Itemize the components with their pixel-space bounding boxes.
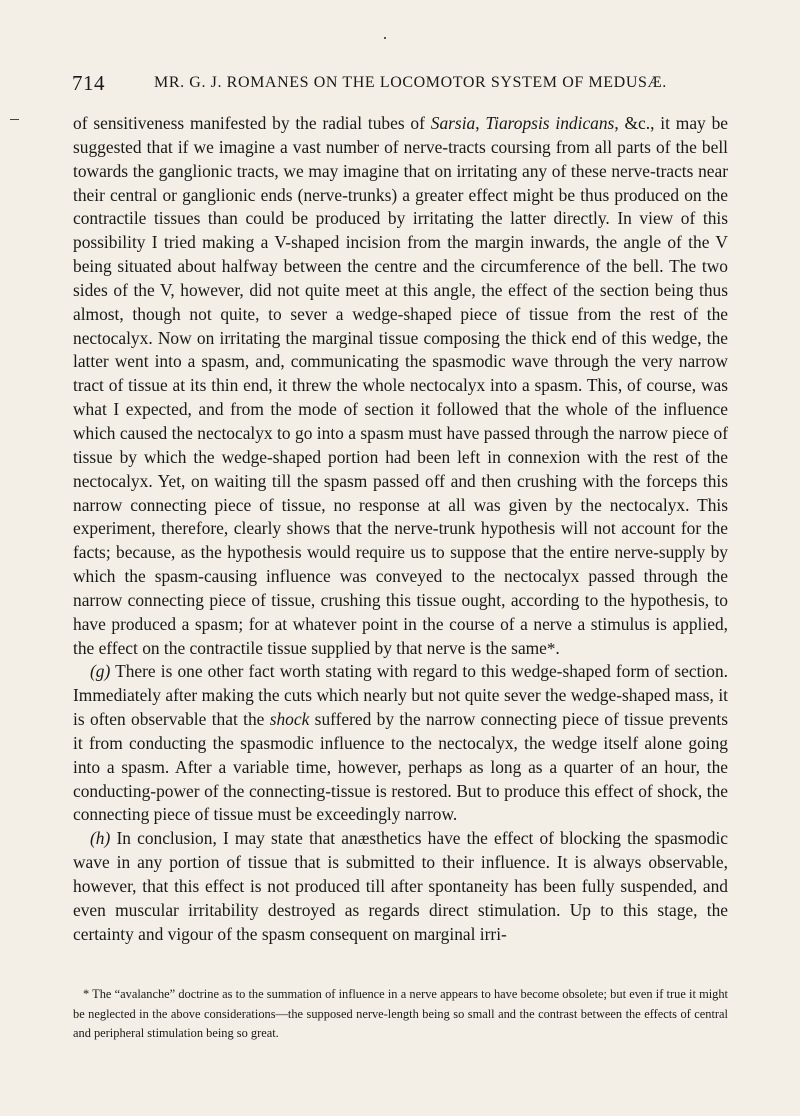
paragraph-g: (g) There is one other fact worth stating with regard to this wedge-shaped form of section. Immediately after making the cuts which nearly but not quite sever the wedge-shaped mass, it is often observable that the shock suffered by the narrow connecting piece of tissue prevents it from conducting the spasmodic influence to the nectocalyx, the wedge itself alone going into a spasm. After a variable time, however, perhaps as long as a quarter of an hour, the conducting-power of the connecting-tissue is restored. But to produce this effect of shock, the connecting piece of tissue must be exceedingly narrow. <box>73 661 728 825</box>
section-label-h: (h) <box>90 828 111 849</box>
margin-mark <box>10 119 19 120</box>
paper-speck <box>384 37 386 39</box>
section-label-g: (g) <box>90 661 111 682</box>
body-text <box>73 112 728 947</box>
running-title: MR. G. J. ROMANES ON THE LOCOMOTOR SYSTEM OF MEDUSÆ. <box>154 74 667 91</box>
taxon-sarsia: Sarsia <box>430 113 476 133</box>
footnote-mark: * <box>83 987 90 1001</box>
page-header <box>72 71 730 101</box>
footnotes <box>73 985 728 1044</box>
page-number: 714 <box>72 71 105 95</box>
paragraph-continuation: of sensitiveness manifested by the radial tubes of Sarsia, Tiaropsis indicans, &c., it may be suggested that if we imagine a vast number of nerve-tracts coursing from all parts of the bell towards the ganglionic tracts, we may imagine that on irritating any of these nerve-tracts near their central or ganglionic ends (nerve-trunks) a greater effect might be thus produced on the contractile tissues than could be produced by irritating the latter directly. In view of this possibility I tried making a V-shaped incision from the margin inwards, the angle of the V being situated about halfway between the centre and the circumference of the bell. The two sides of the V, however, did not quite meet at this angle, the effect of the section being thus almost, though not quite, to sever a wedge-shaped piece of tissue from the rest of the nectocalyx. Now on irritating the marginal tissue composing the thick end of this wedge, the latter went into a spasm, and, communicating the spasmodic wave through the very narrow tract of tissue at its thin end, it threw the whole nectocalyx into a spasm. This, of course, was what I expected, and from the mode of section it followed that the whole of the influence which caused the nectocalyx to go into a spasm must have passed through the narrow piece of tissue by which the wedge-shaped portion had been left in connexion with the rest of the nectocalyx. Yet, on waiting till the spasm passed off and then crushing with the forceps this narrow connecting piece of tissue, no response at all was given by the nectocalyx. This experiment, therefore, clearly shows that the nerve-trunk hypothesis will not account for the facts; because, as the hypothesis would require us to suppose that the entire nerve-supply by which the spasm-causing influence was conveyed to the nectocalyx passed through the narrow connecting piece of tissue, crushing this tissue ought, according to the hypothesis, to have produced a spasm; for at whatever point in the course of a nerve a stimulus is applied, the effect on the contractile tissue supplied by that nerve is the same*. <box>73 113 729 658</box>
footnote-text: The “avalanche” doctrine as to the summation of influence in a nerve appears to have become obsolete; but even if true it might be neglected in the above considerations—the supposed nerve-length being so small and the contrast between the effects of central and peripheral stimulation being so great. <box>73 987 728 1040</box>
taxon-tiaropsis: Tiaropsis indicans <box>485 113 615 133</box>
footnote <box>73 985 728 1044</box>
emphasis-shock: shock <box>269 709 310 730</box>
paragraph-h: (h) In conclusion, I may state that anæsthetics have the effect of blocking the spasmodic wave in any portion of tissue that is submitted to their influence. It is always observable, however, that this effect is not produced till after spontaneity has been fully suspended, and even muscular irritability destroyed as regards direct stimulation. Up to this stage, the certainty and vigour of the spasm consequent on marginal irri- <box>73 828 728 944</box>
footnote-reference: * <box>546 638 556 658</box>
